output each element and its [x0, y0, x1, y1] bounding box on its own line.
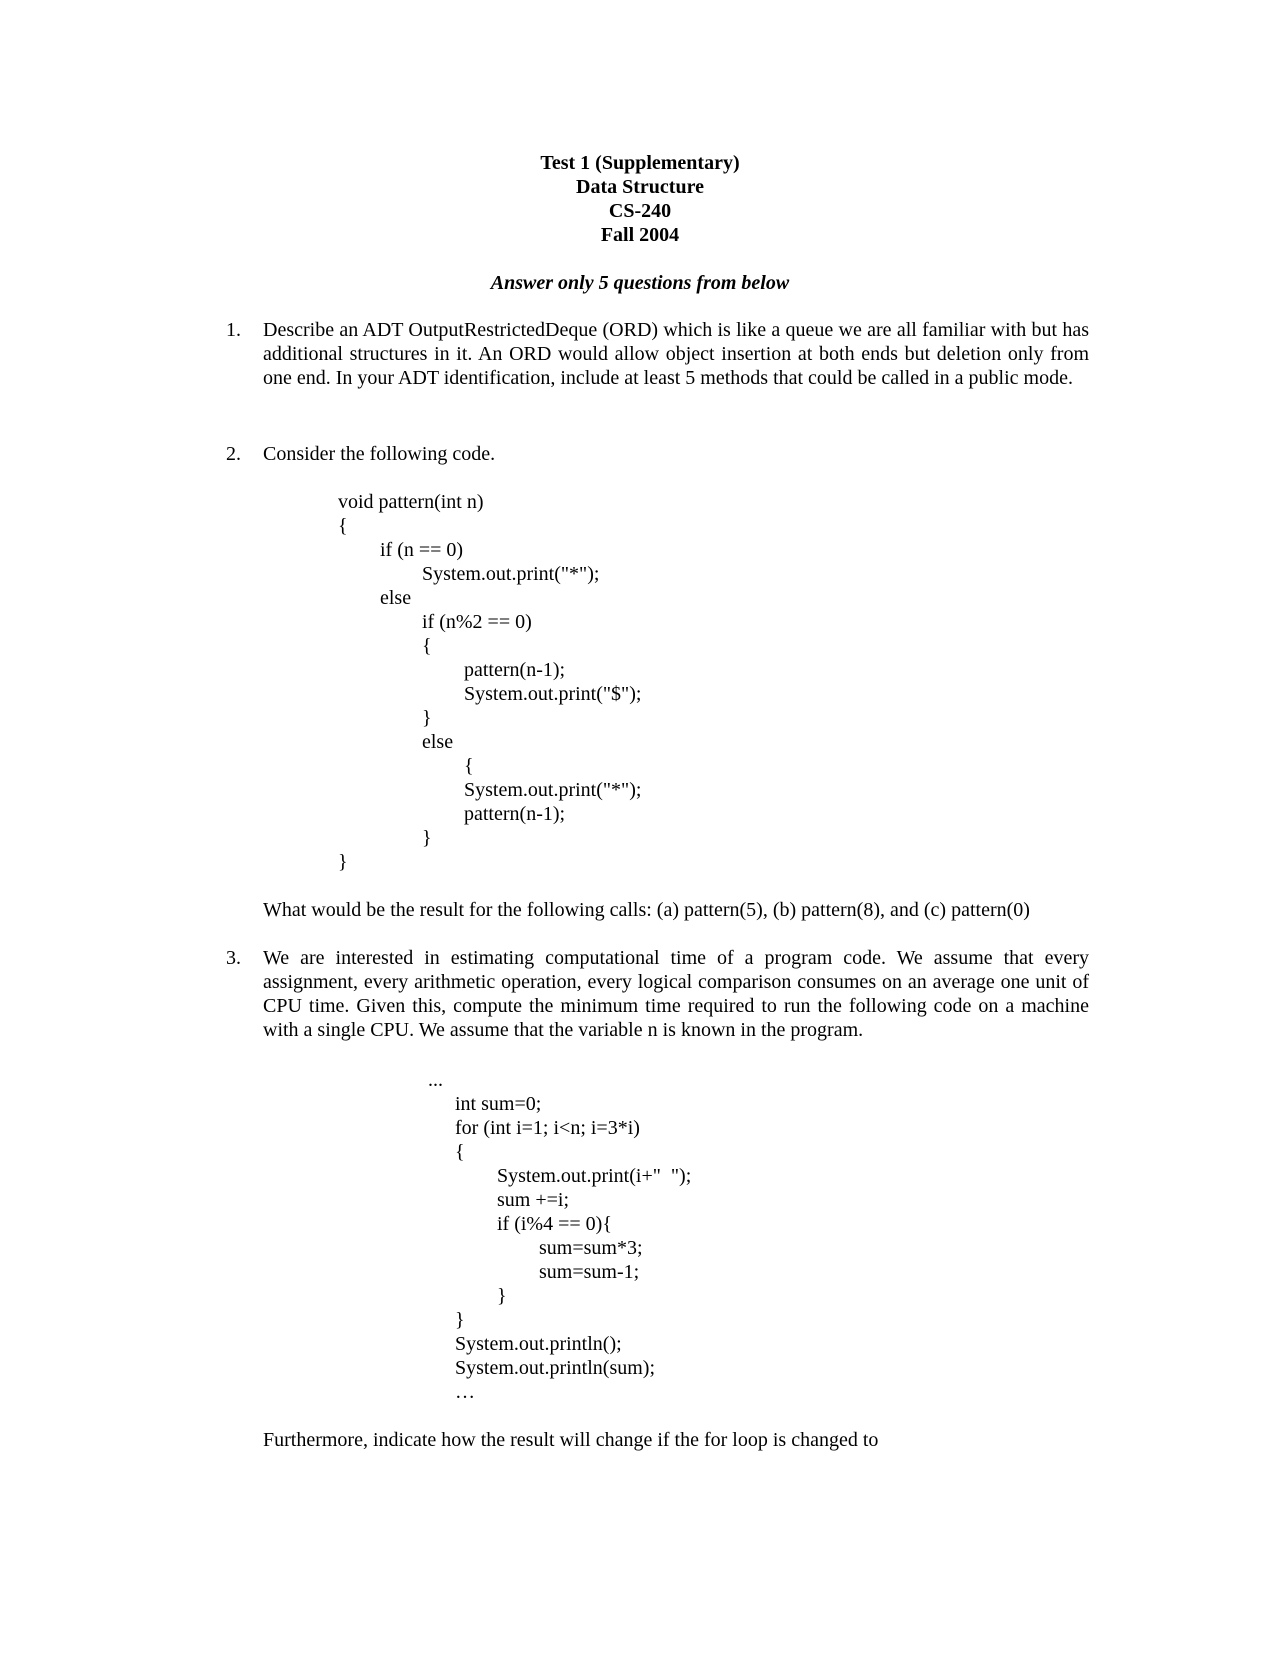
course-code: CS-240 — [608, 200, 672, 222]
question-text: Describe an ADT OutputRestrictedDeque (ORD) which is like a queue we are all familiar with but has additional structures in it. An ORD would allow object insertion at both ends but deletion only from one end. In your ADT identification, include at least 5 methods that could be called in a public mode. — [263, 319, 1089, 389]
code-line: System.out.println(sum); — [455, 1357, 655, 1379]
code-line: System.out.print(i+" "); — [497, 1165, 692, 1187]
term: Fall 2004 — [600, 224, 680, 246]
code-line: else — [422, 731, 454, 753]
code-line: } — [422, 707, 432, 729]
question-number: 2. — [226, 443, 241, 465]
code-line: sum=sum*3; — [539, 1237, 643, 1259]
code-line: System.out.println(); — [455, 1333, 622, 1355]
course-name: Data Structure — [576, 176, 704, 198]
code-line: ... — [428, 1069, 443, 1091]
code-line: System.out.print("$"); — [464, 683, 642, 705]
code-line: } — [338, 851, 348, 873]
exam-header — [0, 151, 1280, 247]
code-line: if (n == 0) — [380, 539, 464, 561]
question-followup: Furthermore, indicate how the result will change if the for loop is changed to — [263, 1429, 879, 1451]
code-line: … — [455, 1381, 475, 1403]
code-line: else — [380, 587, 412, 609]
code-line: } — [422, 827, 432, 849]
code-line: { — [422, 635, 432, 657]
code-line: { — [464, 755, 474, 777]
code-line: pattern(n-1); — [464, 803, 566, 825]
question-text: We are interested in estimating computational time of a program code. We assume that every assignment, every arithmetic operation, every logical comparison consumes on an average one unit of CPU time. Given this, compute the minimum time required to run the following code on a machine with a single CPU. We assume that the variable n is known in the program. — [263, 947, 1089, 1041]
code-line: { — [455, 1141, 465, 1163]
code-line: } — [455, 1309, 465, 1331]
exam-title: Test 1 (Supplementary) — [540, 152, 740, 174]
code-line: pattern(n-1); — [464, 659, 566, 681]
code-line: { — [338, 515, 348, 537]
question-number: 3. — [226, 947, 241, 969]
code-line: void pattern(int n) — [338, 491, 484, 513]
code-line: sum=sum-1; — [539, 1261, 640, 1283]
code-line: int sum=0; — [455, 1093, 542, 1115]
code-line: } — [497, 1285, 507, 1307]
code-line: for (int i=1; i<n; i=3*i) — [455, 1117, 640, 1139]
code-line: System.out.print("*"); — [422, 563, 600, 585]
code-line: if (i%4 == 0){ — [497, 1213, 612, 1235]
code-line: if (n%2 == 0) — [422, 611, 532, 633]
code-line: System.out.print("*"); — [464, 779, 642, 801]
question-number: 1. — [226, 319, 241, 341]
question-followup: What would be the result for the following calls: (a) pattern(5), (b) pattern(8), and (c) pattern(0) — [263, 899, 1030, 921]
instruction: Answer only 5 questions from below — [490, 272, 790, 294]
code-line: sum +=i; — [497, 1189, 570, 1211]
question-text: Consider the following code. — [263, 443, 496, 465]
